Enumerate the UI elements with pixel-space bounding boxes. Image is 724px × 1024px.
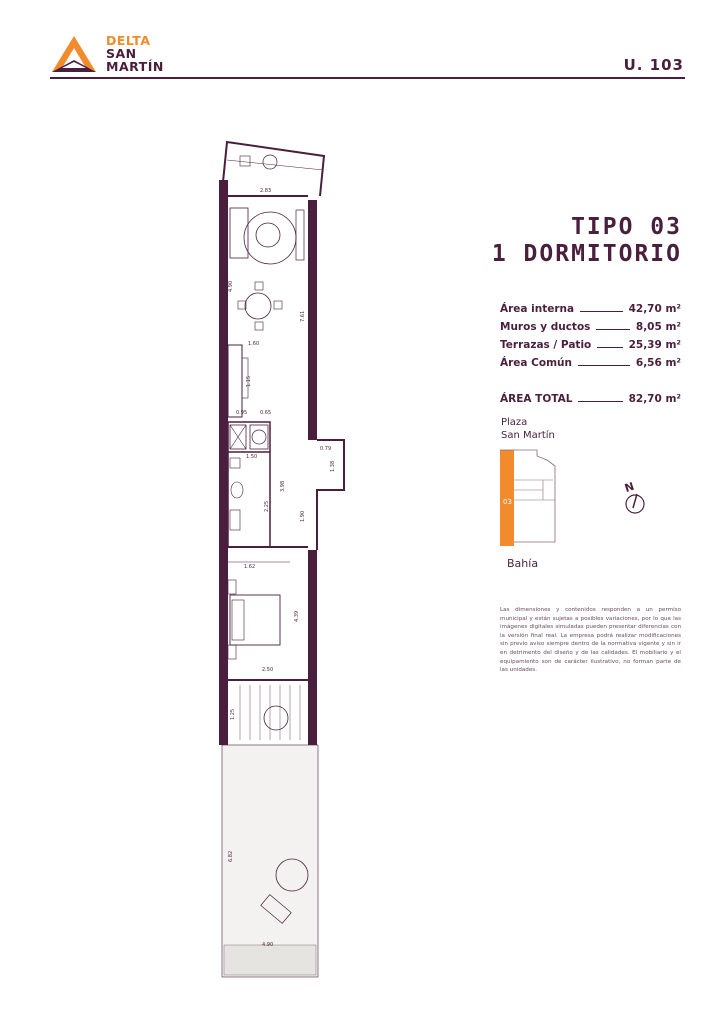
area-total-value: 82,70 m² — [628, 393, 681, 405]
area-value: 8,05 m² — [635, 321, 681, 333]
brand-line-3: MARTÍN — [106, 59, 164, 74]
areas-table — [500, 297, 681, 405]
dimension-label: 4.90 — [262, 942, 274, 948]
brand-line-1: DELTA — [106, 33, 151, 48]
dimension-label: 2.25 — [264, 500, 270, 512]
dimension-label: 3.98 — [280, 480, 286, 492]
area-value: 25,39 m² — [628, 339, 681, 351]
area-label: Terrazas / Patio — [500, 339, 592, 351]
dimension-label: 1.62 — [244, 564, 256, 570]
leader-line — [578, 401, 622, 402]
north-compass-icon — [615, 480, 655, 520]
leader-line — [597, 347, 622, 348]
area-total-row — [500, 387, 681, 405]
dimension-label: 1.38 — [330, 460, 336, 472]
leader-line — [578, 365, 630, 366]
location-top-label — [501, 416, 555, 442]
area-label: Muros y ductos — [500, 321, 591, 333]
header-divider — [50, 77, 685, 79]
dimension-label: 1.50 — [246, 454, 258, 460]
dimension-label: 0.79 — [320, 446, 332, 452]
compass-letter: N — [623, 480, 636, 495]
dimension-label: 2.83 — [260, 188, 272, 194]
disclaimer-text: Las dimensiones y contenidos responden a un permiso municipal y están sujetas a posibles variaciones, por lo que las imágenes digitales simuladas pueden presentar diferencias con la versión final real. La empresa podrá realizar modificaciones sin previo aviso siempre dentro de la normativa vigente y sin ir en detrimento del diseño y de las calidades. El mobiliario y el equipamiento son de carácter ilustrativo, no forman parte de las unidades. — [500, 607, 681, 674]
area-total-label: ÁREA TOTAL — [500, 393, 573, 405]
area-row — [500, 315, 681, 333]
brand-line-2: SAN — [106, 46, 137, 61]
plaza-label-2: San Martín — [501, 430, 555, 441]
location-key-plan — [497, 446, 559, 550]
dimension-label: 7.61 — [300, 310, 306, 322]
area-row — [500, 333, 681, 351]
unit-type-title — [492, 214, 682, 268]
unit-label: U. 103 — [623, 56, 684, 74]
area-row — [500, 297, 681, 315]
brand-logo-text — [106, 34, 164, 73]
area-label: Área Común — [500, 357, 572, 369]
dimension-label: 0.95 — [236, 410, 248, 416]
leader-line — [596, 329, 629, 330]
dimension-label: 4.90 — [228, 280, 234, 292]
leader-line — [580, 311, 622, 312]
dimension-label: 6.82 — [228, 850, 234, 862]
dimension-label: 1.25 — [230, 708, 236, 720]
unit-marker: 03 — [503, 498, 512, 506]
location-bottom-label: Bahía — [507, 557, 539, 570]
dimension-label: 1.15 — [246, 375, 252, 387]
dimension-label: 1.60 — [248, 341, 260, 347]
area-row — [500, 351, 681, 369]
title-line-2: 1 DORMITORIO — [491, 241, 682, 267]
title-line-1: TIPO 03 — [571, 214, 682, 240]
area-label: Área interna — [500, 303, 575, 315]
dimension-label: 0.65 — [260, 410, 272, 416]
area-value: 42,70 m² — [628, 303, 681, 315]
dimension-label: 1.90 — [300, 510, 306, 522]
floor-plan — [210, 140, 360, 980]
area-value: 6,56 m² — [635, 357, 681, 369]
dimension-label: 4.39 — [294, 610, 300, 622]
logo-triangle-icon — [50, 34, 98, 74]
plaza-label-1: Plaza — [501, 417, 528, 428]
dimension-label: 2.50 — [262, 667, 274, 673]
